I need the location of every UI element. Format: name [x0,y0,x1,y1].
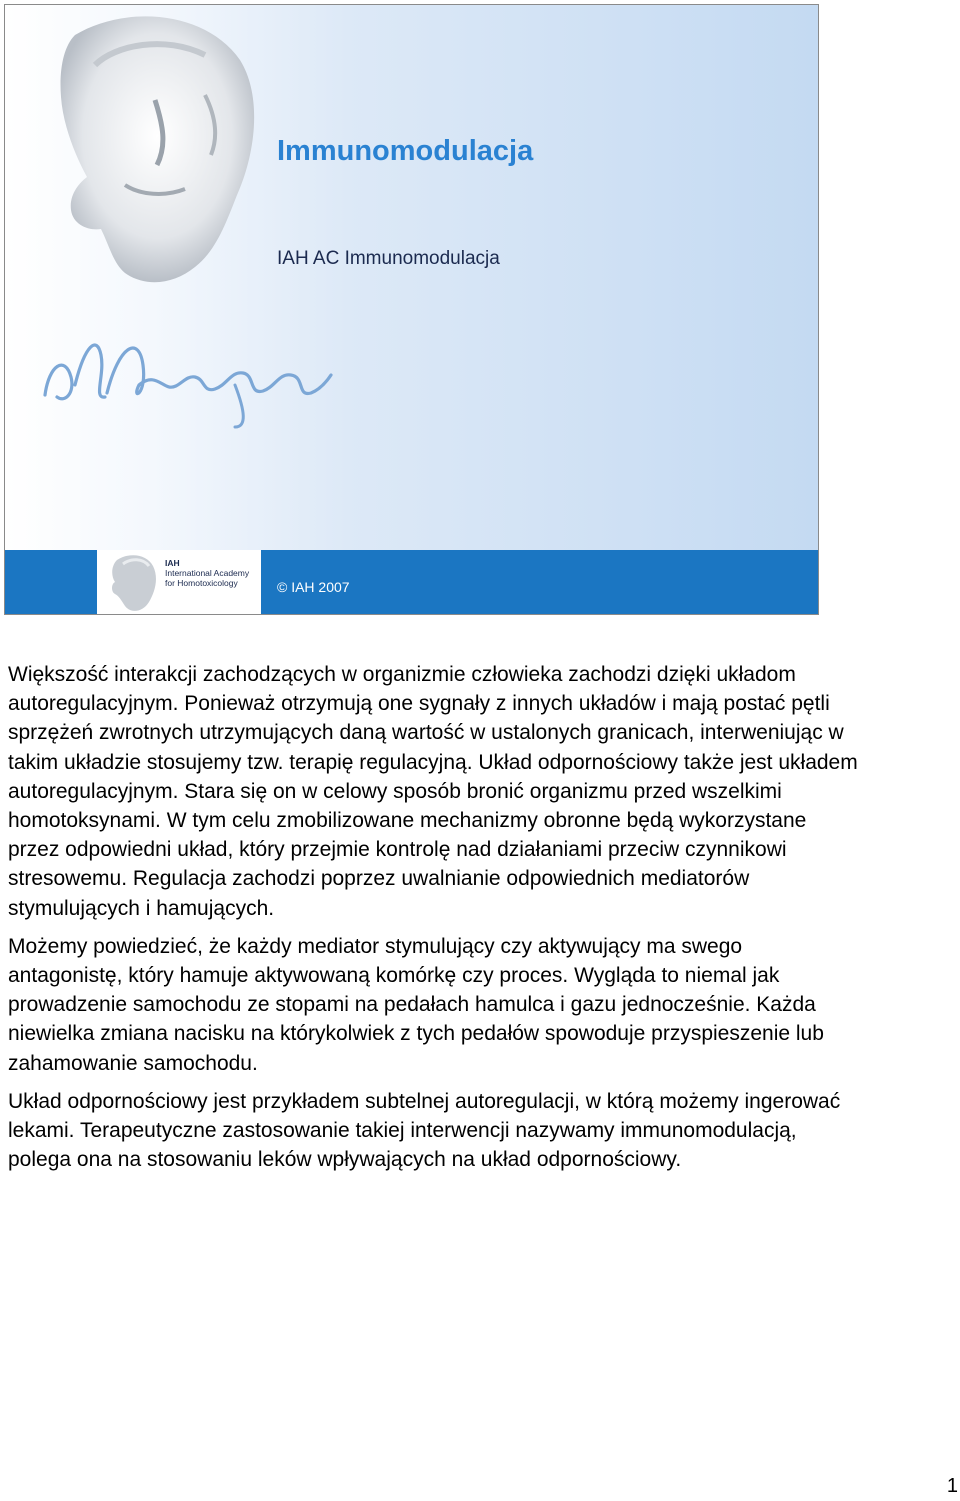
page-number: 1 [946,1475,958,1497]
speaker-notes [8,660,858,1183]
notes-paragraph-1: Większość interakcji zachodzących w organizmie człowieka zachodzi dzięki układom autoregulacyjnym. Ponieważ otrzymują one sygnały z innych układów i mają postać pętli sprzężeń zwrotnych utrzymujących daną wartość w ustalonych granicach, interweniując w takim układzie stosujemy tzw. terapię regulacyjną. Układ odpornościowy także jest układem autoregulacyjnym. Stara się on w celowy sposób bronić organizmu przed wszelkimi homotoksynami. W tym celu zmobilizowane mechanizmy obronne będą wykorzystane przez odpowiedni układ, który przejmie kontrolę nad działaniami przeciw czynnikowi stresowemu. Regulacja zachodzi poprzez uwalnianie odpowiednich mediatorów stymulujących i hamujących. [8,663,858,920]
notes-paragraph-3: Układ odpornościowy jest przykładem subtelnej autoregulacji, w którą możemy ingerować lekami. Terapeutyczne zastosowanie takiej interwencji nazywamy immunomodulacją, polega ona na stosowaniu leków wpływających na układ odpornościowy. [8,1089,841,1172]
signature-graphic [35,315,335,435]
logo-line-1: International Academy [165,568,250,578]
copyright-text: © IAH 2007 [277,579,350,595]
slide-footer-bar [5,550,818,615]
slide-title: Immunomodulacja [277,135,534,167]
logo-text [165,558,249,588]
logo-portrait-icon [105,552,163,615]
slide-thumbnail [4,4,819,615]
portrait-illustration [5,5,305,305]
notes-paragraph-2: Możemy powiedzieć, że każdy mediator stymulujący czy aktywujący ma swego antagonistę, który hamuje aktywowaną komórkę czy proces. Wygląda to niemal jak prowadzenie samochodu ze stopami na pedałach hamulca i gazu jednocześnie. Każda niewielka zmiana nacisku na którykolwiek z tych pedałów spowoduje przyspieszenie lub zahamowanie samochodu. [8,934,824,1075]
slide-subtitle: IAH AC Immunomodulacja [277,248,500,269]
logo-line-2: for Homotoxicology [165,578,238,588]
logo-abbr: IAH [165,558,180,568]
iah-logo [97,550,261,615]
